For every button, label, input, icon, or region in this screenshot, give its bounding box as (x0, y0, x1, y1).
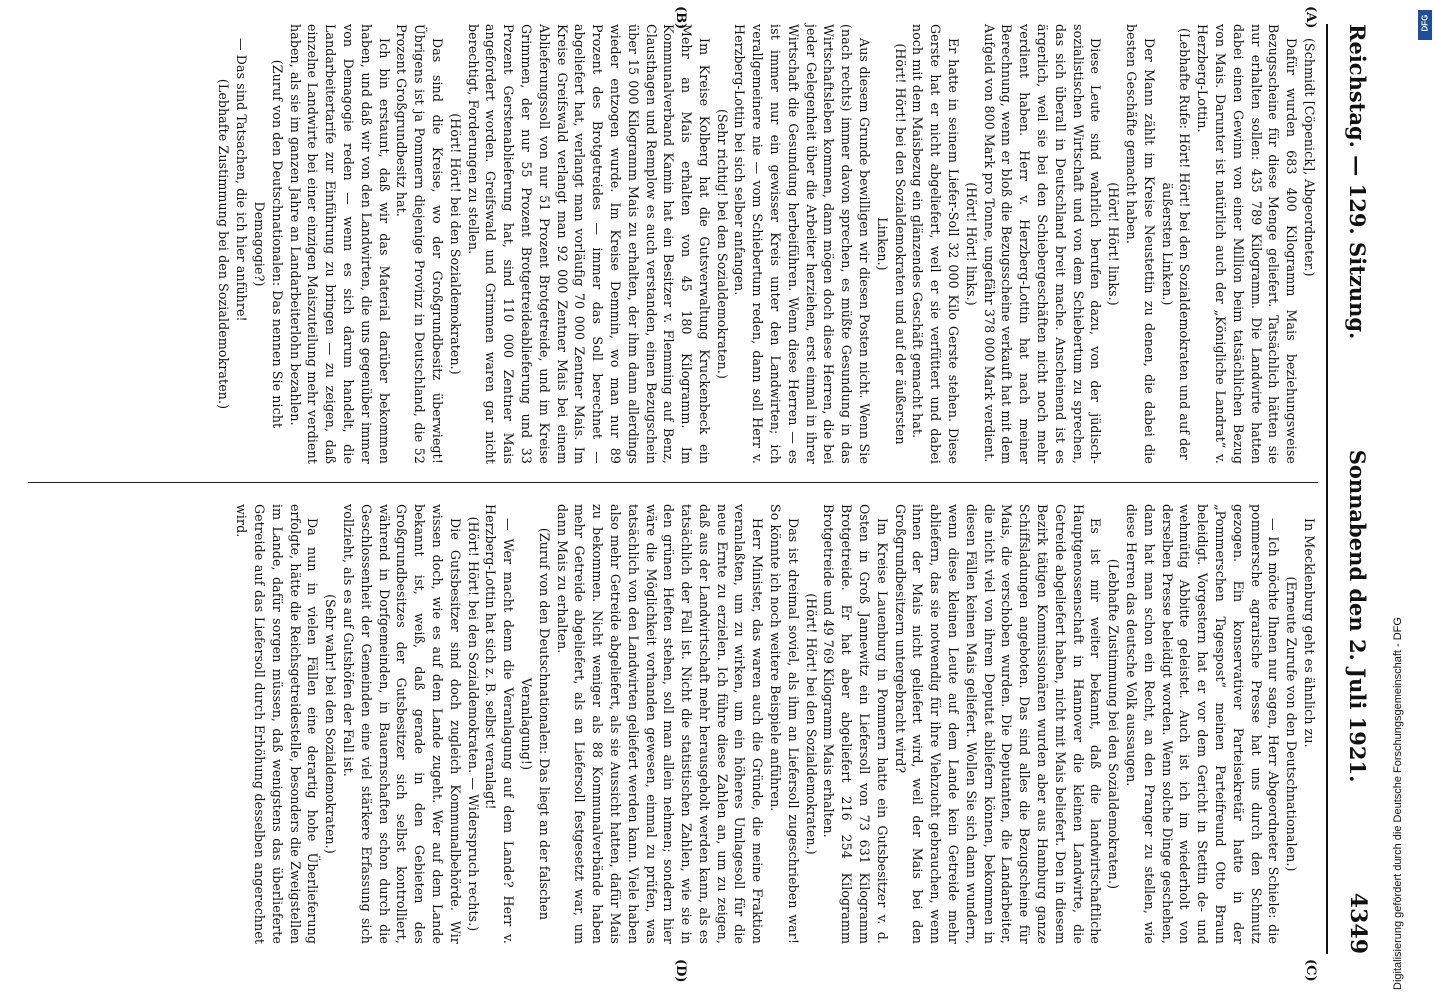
paragraph: Da nun in vielen Fällen eine derartig hohe Überlieferung erfolgte, hätte die Reichsgetreidestelle, besonders die Zweigstellen im Lande, dafür sorgen müssen, daß wenigstens das überlieferte Getreide auf das Liefersoll durch Erhöhung desselben angerechnet wird. (234, 504, 321, 944)
text-column-right (232, 504, 1318, 944)
paragraph: Es ist mir weiter bekannt, daß die landwirtschaftliche Hauptgenossenschaft in Hannover die kleinen Landwirte, die Getreide abgeliefert haben, nicht mit Mais beliefert. Den in diesem Bezirk tätigen Kommissionären wurden aber aus Hamburg ganze Schiffsladungen angeboten. Das sind alles die Bezugscheine für Mais, die verschoben wurden. Die Deputanten, die Landarbeiter, die nicht viel von ihrem Deputat abliefern können, bekommen in diesen Fällen keinen Mais geliefert. Wollen Sie sich dann wundern, wenn diese kleinen Leute auf dem Lande kein Getreide mehr abliefern, das sie notwendig für ihre Viehzucht gebrauchen, wenn ihnen der Mais nicht geliefert wird, weil der Mais bei den Großgrundbesitzern untergebracht wird? (892, 504, 1104, 944)
paragraph: Aus diesem Grunde bewilligen wir diesen Posten nicht. Wenn Sie (nach rechts) immer davon sprechen, es müßte Gesundung in das Wirtschaftsleben kommen, dann mögen doch diese Herren, die bei jeder Gelegenheit über die Arbeiter herziehen, erst einmal in ihrer Wirtschaft die Gesundung herbeiführen. Wenn diese Herren — es ist immer nur ein gewisser Kreis unter den Landwirten; ich verallgemeinere nie — vom Schiebertum reden, dann soll Herr v. Herzberg-Lottin bei sich selber anfangen. (732, 24, 873, 464)
column-divider (28, 482, 1318, 483)
page-header (1326, 24, 1388, 954)
paragraph: Herr Minister, das waren auch die Gründe, die meine Fraktion veranlaßten, um zu wirken, um ein höheres Umlagesoll für die neue Ernte zu erzielen. Ich führe diese Zahlen an, um zu zeigen, daß aus der Landwirtschaft mehr herausgeholt werden kann, als es tatsächlich der Fall ist. Nicht die statistischen Zahlen, wie sie in den grünen Heften stehen, soll man allein nehmen; sondern hier wäre die Möglichkeit vorhanden gewesen, einmal zu prüfen, was tatsächlich von den Landwirten geliefert werden kann. Viele haben also mehr Getreide abgeliefert, als sie Aussicht hatten, dafür Mais zu bekommen. Nicht weniger als 88 Kommunalverbände haben mehr Getreide abgeliefert, als an Liefersoll festgesetzt war, um dann Mais zu erhalten. (554, 504, 766, 944)
interjection: (Hört! Hört! bei den Sozialdemokraten und auf der äußersten Linken.) (874, 43, 908, 445)
interjection: (Sehr richtig! bei den Sozialdemokraten.) (714, 109, 730, 379)
interjection: (Hört! Hört! links.) (1106, 182, 1122, 306)
dfg-logo (1418, 10, 1432, 40)
margin-marker-c: (C) (1303, 959, 1318, 982)
paragraph: Der Mann zählt im Kreise Neustettin zu denen, die dabei die besten Geschäfte gemacht haben. (1124, 24, 1157, 464)
page-number: 4349 (1345, 892, 1371, 954)
header-date: Sonnabend den 2. Juli 1921. (1345, 449, 1371, 783)
header-session: Reichstag. — 129. Sitzung. (1345, 24, 1371, 340)
paragraph: In Mecklenburg geht es ähnlich zu. (1302, 518, 1317, 748)
interjection: (Zuruf von den Deutschnationalen: Das liegt an der falschen Veranlagung!) (518, 527, 552, 921)
margin-marker-a: (A) (1303, 6, 1318, 29)
paragraph: Diese Leute sind wahrlich berufen dazu, von der jüdisch-sozialistischen Wirtschaft und von dem Schiebertum zu sprechen, das sich überall in Deutschland breit mache. Anscheinend ist es ärgerlich, weil sie bei den Schiebergeschäften nicht noch mehr verdient haben. Herr v. Herzberg-Lottin hat nach meiner Berechnung, wenn er bloß die Bezugsscheine verkauft hat mit dem Aufgeld von 800 Mark pro Tonne, ungefähr 378 000 Mark verdient. (981, 24, 1104, 464)
paragraph: — Ich möchte Ihnen nur sagen, Herr Abgeordneter Schiele: die pommersche agrarische Presse hat uns durch den Schmutz gezogen. Ein konservativer Parteisekretär hatte in der „Pommerschen Tagespost“ meinen Parteifreund Otto Braun beleidigt. Vorgestern hat er vor dem Gericht in Stettin de- und wehmütig Abbitte geleistet. Auch ist ich im wiederholt von derselben Presse beleidigt worden. Wenn solche Dinge geschehen, dann hat man schon ein Recht, an den Pranger zu stellen, wie diese Herren das deutsche Volk aussaugen. (1124, 504, 1282, 944)
interjection: (Sehr wahr! bei den Sozialdemokraten.) (323, 594, 339, 854)
interjection: (Lebhafte Zustimmung bei den Sozialdemokraten.) (1106, 558, 1122, 890)
interjection: (Lebhafte Zustimmung bei den Sozialdemokraten.) (216, 78, 232, 410)
text-column-left (215, 24, 1318, 464)
interjection: (Lebhafte Rufe: Hört! Hört! bei den Sozialdemokraten und auf der äußersten Linken.) (1159, 28, 1193, 460)
document-page (8, 4, 1388, 983)
paragraph: (Schmidt [Cöpenick], Abgeordneter.) (1302, 38, 1317, 277)
paragraph: Das ist dreimal soviel, als ihm an Liefersoll zugeschrieben war! So könnte ich noch weitere Beispiele anführen. (768, 504, 801, 944)
paragraph: Er hatte in seinem Liefer-Soll 32 000 Kilo Gerste stehen. Diese Gerste hat er nicht abgeliefert, weil er sie verfüttert und dabei noch mit dem Maisbezug ein glänzendes Geschäft gemacht hat. (910, 24, 962, 464)
paragraph: Das sind die Kreise, wo der Großgrundbesitz überwiegt! Übrigens ist ja Pommern diejenige Provinz in Deutschland, die 52 Prozent Großgrundbesitz hat. (394, 24, 445, 464)
paragraph: — Wer macht denn die Veranlagung auf dem Lande? Herr v. Herzberg-Lottin hat sich z. B. selbst veranlagt! (483, 504, 517, 944)
margin-marker-d: (D) (673, 959, 688, 983)
interjection: (Zuruf von den Deutschnationalen: Das nennen Sie nicht Demagogie?) (251, 59, 285, 429)
paragraph: Ich bin erstaunt, daß wir das Material darüber bekommen haben, und daß wir von den Landwirten, die uns gegenüber immer von Demagogie reden — wenn es sich darum handelt, die Landarbeitertarife zur Einführung zu bringen — zu zeigen, daß einzelne Landwirte bei einer einzigen Maiszuteilung mehr verdient haben, als sie im ganzen Jahre an Landarbeiterlohn bezahlen. (287, 24, 392, 464)
paragraph: Dafür wurden 683 400 Kilogramm Mais beziehungsweise Bezugsscheine für diese Menge geliefert. Tatsächlich hätten sie nur erhalten sollen: 435 789 Kilogramm. Die Landwirte hatten dabei einen Gewinn von einer Million beim tatsächlichen Bezug von Mais. Darunter ist natürlich auch der „Königliche Landrat“ v. Herzberg-Lottin. (1195, 24, 1300, 464)
paragraph: Im Kreise Lauenburg in Pommern hatte ein Gutsbesitzer v. d. Osten in Groß Jannewitz ein Liefersoll von 73 631 Kilogramm Brotgetreide. Er hat aber abgeliefert 216 254 Kilogramm Brotgetreide und 49 769 Kilogramm Mais erhalten. (821, 504, 890, 944)
paragraph: — Das sind Tatsachen, die ich hier anführe! (234, 38, 250, 322)
interjection: (Erneute Zurufe von den Deutschnationalen.) (1284, 576, 1300, 872)
digitization-sidebar (1392, 10, 1422, 990)
paragraph: Die Gutsbesitzer sind doch zugleich Kommunalbehörde. Wir wissen doch, wie es auf dem Lande zugeht. Wer auf dem Lande bekannt ist, weiß, daß gerade in den Gebieten des Großgrundbesitzes der Gutsbesitzer sich selbst kontrolliert, während in Dorfgemeinden, in Bauernschaften schon durch die Geschlossenheit der Gemeinden eine viel stärkere Erfassung sich vollzieht, als es auf Gutshöfen der Fall ist. (340, 504, 463, 944)
paragraph: Im Kreise Kolberg hat die Gutsverwaltung Kruckenbeck ein Mehr an Mais erhalten von 45 180 Kilogramm. Im Kommunalverband Kamin hat ein Besitzer v. Flemming auf Benz, Clausthagen und Remplow es auch verstanden, einen Bezugschein über 15 000 Kilogramm Mais zu erhalten, der ihm dann allerdings wieder entzogen wurde. Im Kreise Demmin, wo man nur 89 Prozent des Brotgetreides — immer das Soll berechnet — abgeliefert hat, verlangt man vorläufig 70 000 Zentner Mais. Im Kreise Greifswald verlangt man 92 000 Zentner Mais bei einem Ablieferungssoll von nur 51 Prozent Brotgetreide, und im Kreise Grimmen, der nur 55 Prozent Brotgetreideablieferung und 33 Prozent Gerstenablieferung hat, sind 110 000 Zentner Mais angefordert worden. Greifswald und Grimmen waren gar nicht berechtigt, Forderungen zu stellen. (465, 24, 712, 464)
interjection: (Hört! Hört! links.) (963, 182, 979, 306)
interjection: (Hört! Hört! bei den Sozialdemokraten. — Widerspruch rechts.) (465, 516, 481, 932)
interjection: (Hört! Hört! bei den Sozialdemokraten.) (803, 593, 819, 855)
margin-marker-b: (B) (673, 6, 688, 30)
interjection: (Hört! Hört! bei den Sozialdemokraten.) (447, 113, 463, 375)
dfg-logo-text: DFG (1420, 14, 1430, 32)
digitization-note: Digitalisierung gefördert durch die Deutsche Forschungsgemeinschaft - DFG (1392, 617, 1404, 990)
